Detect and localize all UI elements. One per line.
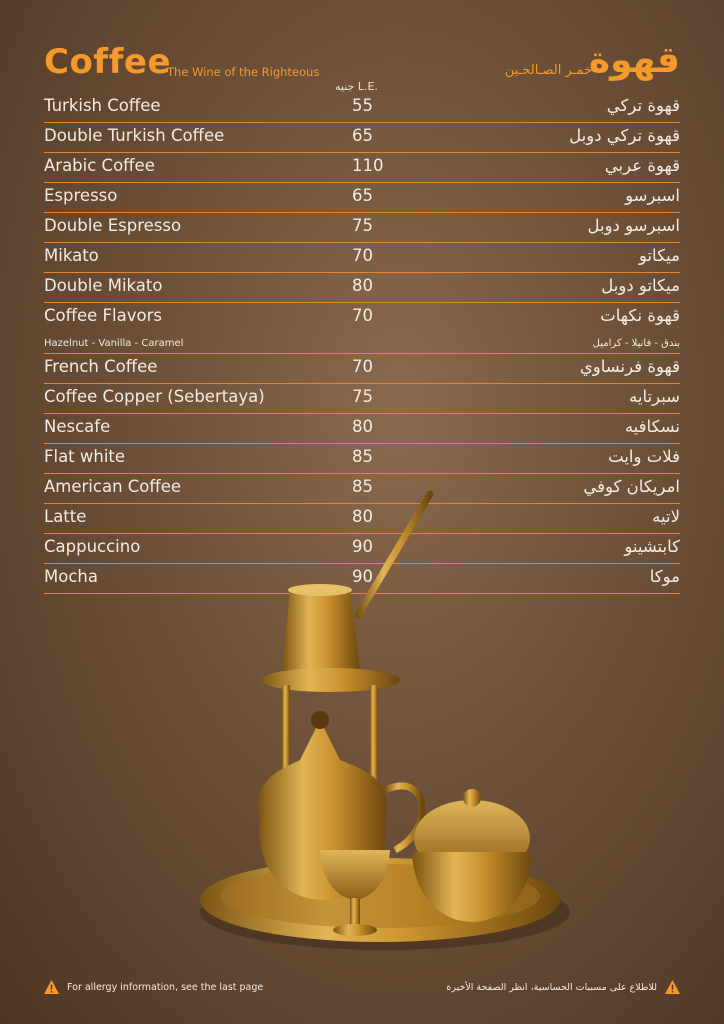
- page-title-arabic: قهوة: [588, 40, 680, 81]
- goblet-base: [333, 924, 377, 936]
- item-price: 80: [352, 417, 373, 436]
- menu-item: [44, 414, 680, 444]
- stand-top: [260, 668, 400, 692]
- cezve-handle: [358, 494, 430, 615]
- allergy-notice-text: For allergy information, see the last page: [67, 981, 264, 993]
- item-price: 110: [352, 156, 384, 175]
- item-price: 70: [352, 246, 373, 265]
- item-name: French Coffee: [44, 357, 158, 376]
- item-price: 65: [352, 186, 373, 205]
- item-name-arabic: موكا: [649, 567, 680, 586]
- item-name-arabic: اسبرسو دوبل: [587, 216, 680, 235]
- brass-coffee-set-illustration: [190, 480, 580, 970]
- currency-label: جنيه L.E.: [335, 80, 378, 93]
- item-price: 90: [352, 537, 373, 556]
- item-price: 80: [352, 507, 373, 526]
- item-price: 55: [352, 96, 373, 115]
- menu-item: [44, 153, 680, 183]
- item-name: Turkish Coffee: [44, 96, 161, 115]
- warning-icon: [665, 980, 680, 994]
- menu-item: [44, 303, 680, 354]
- menu-item: [44, 93, 680, 123]
- cezve-rim: [288, 584, 352, 596]
- item-name: American Coffee: [44, 477, 182, 496]
- item-name-arabic: لاتيه: [652, 507, 680, 526]
- cezve-pot: [282, 590, 360, 670]
- item-name-arabic: قهوة فرنساوي: [579, 357, 680, 376]
- allergy-notice: [44, 980, 263, 994]
- menu-item: [44, 183, 680, 213]
- item-name: Coffee Flavors: [44, 306, 162, 325]
- item-name-arabic: سبرتايه: [629, 387, 680, 406]
- item-name: Cappuccino: [44, 537, 141, 556]
- item-name: Double Mikato: [44, 276, 163, 295]
- jug-knob: [311, 711, 329, 729]
- allergy-notice-text-arabic: للاطلاع على مسببات الحساسية، انظر الصفحة الأخيرة: [446, 981, 657, 993]
- item-price: 85: [352, 447, 373, 466]
- item-name-arabic: امريكان كوفي: [583, 477, 680, 496]
- menu-item: [44, 243, 680, 273]
- item-name-arabic: قهوة عربي: [604, 156, 680, 175]
- item-name: Mikato: [44, 246, 99, 265]
- page-subtitle: The Wine of the Righteous: [167, 65, 320, 79]
- menu-item: [44, 273, 680, 303]
- item-name: Double Espresso: [44, 216, 182, 235]
- item-name-arabic: نسكافيه: [624, 417, 680, 436]
- item-price: 90: [352, 567, 373, 586]
- item-price: 80: [352, 276, 373, 295]
- item-name-arabic: ميكاتو: [638, 246, 680, 265]
- item-name-arabic: قهوة تركي: [606, 96, 680, 115]
- item-name: Coffee Copper (Sebertaya): [44, 387, 265, 406]
- item-name: Nescafe: [44, 417, 111, 436]
- menu-item: [44, 444, 680, 474]
- item-name: Latte: [44, 507, 87, 526]
- menu-item: [44, 354, 680, 384]
- page-title: Coffee: [44, 42, 172, 82]
- menu-item: [44, 123, 680, 153]
- item-price: 75: [352, 216, 373, 235]
- item-name: Double Turkish Coffee: [44, 126, 225, 145]
- goblet-stem: [350, 898, 360, 926]
- item-name: Mocha: [44, 567, 98, 586]
- item-name-arabic: قهوة نكهات: [600, 306, 680, 325]
- menu-item: [44, 384, 680, 414]
- menu-item: [44, 213, 680, 243]
- page-subtitle-arabic: خمـر الصـالحـين: [504, 63, 592, 78]
- item-note-arabic: بندق - فانيلا - كراميل: [592, 338, 680, 349]
- item-name: Flat white: [44, 447, 126, 466]
- item-name-arabic: كابتشينو: [624, 537, 680, 556]
- item-name-arabic: اسبرسو: [625, 186, 680, 205]
- item-note: Hazelnut - Vanilla - Caramel: [44, 338, 184, 349]
- item-name-arabic: فلات وايت: [608, 447, 680, 466]
- item-name: Arabic Coffee: [44, 156, 155, 175]
- warning-icon: [44, 980, 59, 994]
- item-price: 75: [352, 387, 373, 406]
- item-price: 70: [352, 306, 373, 325]
- item-name-arabic: قهوة تركي دوبل: [569, 126, 680, 145]
- item-price: 70: [352, 357, 373, 376]
- item-price: 85: [352, 477, 373, 496]
- item-name: Espresso: [44, 186, 118, 205]
- item-price: 65: [352, 126, 373, 145]
- sugar-bowl-knob: [463, 789, 481, 807]
- item-name-arabic: ميكاتو دوبل: [601, 276, 680, 295]
- allergy-notice-arabic: [446, 980, 680, 994]
